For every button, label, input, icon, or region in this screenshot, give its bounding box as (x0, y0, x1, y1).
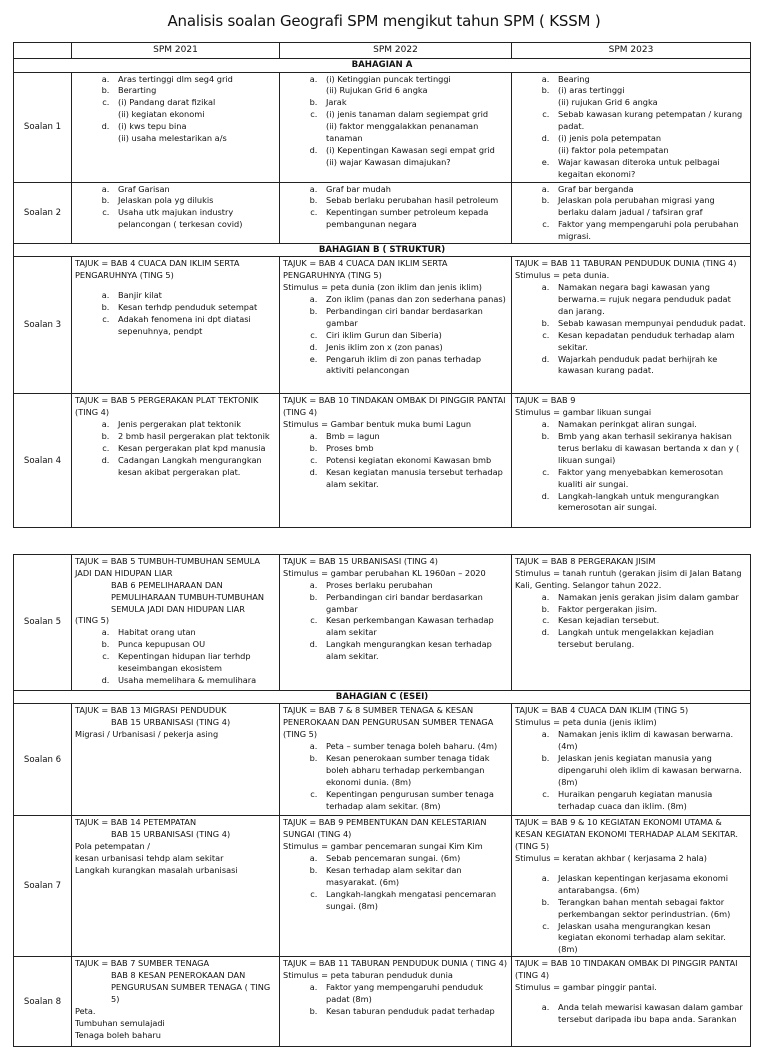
question-parts-list (283, 74, 508, 169)
table-row (14, 182, 751, 243)
list-item: a. Faktor yang mempengaruhi penduduk padat (8m) (320, 982, 508, 1006)
list-item: b. Punca kepupusan OU (112, 639, 276, 651)
list-item: a. Namakan jenis iklim di kawasan berwarna.(4m) (552, 729, 747, 753)
question-parts-list (283, 580, 508, 663)
list-item: c. Kepentingan sumber petroleum kepada pembangunan negara (320, 207, 508, 231)
cell-text-line: BAB 15 URBANISASI (TING 4) (111, 717, 231, 728)
question-parts-list (515, 873, 747, 956)
list-item: c. Sebab kawasan kurang petempatan / kurang padat. (552, 109, 747, 133)
cell-text-line: Stimulus = gambar likuan sungai (515, 407, 652, 418)
list-item: c. Kesan perkembangan Kawasan terhadap alam sekitar (320, 615, 508, 639)
list-item: b. Bmb yang akan terhasil sekiranya hakisan terus berlaku di kawasan bertanda x dan y ( likuan sungai) (552, 431, 747, 467)
list-item: b. Jelaskan jenis kegiatan manusia yang dipengaruhi oleh iklim di kawasan berwarna. (8m) (552, 753, 747, 789)
table-row (14, 704, 751, 816)
question-parts-list (75, 627, 276, 686)
row-label: Soalan 1 (14, 72, 72, 182)
list-item: b. 2 bmb hasil pergerakan plat tektonik (112, 431, 276, 443)
question-parts-list (75, 184, 276, 232)
cell-text-line: Tenaga boleh baharu (75, 1029, 161, 1040)
spacer (515, 994, 747, 1002)
list-item: a. Namakan perinkgat aliran sungai. (552, 419, 747, 431)
cell-spm-2022 (280, 555, 512, 691)
list-item: b. Perbandingan ciri bandar berdasarkan gambar (320, 592, 508, 616)
cell-spm-2021 (72, 957, 280, 1047)
list-item: c. Faktor yang mempengaruhi pola perubahan migrasi. (552, 219, 747, 243)
row-label: Soalan 8 (14, 957, 72, 1047)
list-item: a. Anda telah mewarisi kawasan dalam gambar tersebut daripada ibu bapa anda. Sarankan (552, 1002, 747, 1026)
cell-text-line: TAJUK = BAB 13 MIGRASI PENDUDUK (75, 705, 227, 716)
list-item: d. Kesan kegiatan manusia tersebut terhadap alam sekitar. (320, 467, 508, 491)
list-item: d. Langkah-langkah untuk mengurangkan kemerosotan air sungai. (552, 491, 747, 515)
question-parts-list (515, 419, 747, 514)
cell-text-line: Peta. (75, 1005, 96, 1016)
cell-text-line: Stimulus = gambar pinggir pantai. (515, 982, 657, 993)
cell-text-line: TAJUK = BAB 10 TINDAKAN OMBAK DI PINGGIR PANTAI (TING 4) (515, 958, 738, 981)
list-item: b. Kesan penerokaan sumber tenaga tidak boleh abharu terhadap perkembangan ekonomi dunia. (8m) (320, 753, 508, 789)
list-item: c. Usaha utk majukan industry pelancongan ( terkesan covid) (112, 207, 276, 231)
cell-text-line: Stimulus = tanah runtuh (gerakan jisim di Jalan Batang Kali, Genting. Selangor tahun 2022. (515, 567, 742, 590)
list-item: a. Bmb = lagun (320, 431, 508, 443)
cell-text-line: TAJUK = BAB 9 PEMBENTUKAN DAN KELESTARIAN SUNGAI (TING 4) (283, 817, 487, 840)
list-item: c. Ciri iklim Gurun dan Siberia) (320, 330, 508, 342)
spacer (515, 865, 747, 873)
list-item: c. (i) Pandang darat fizikal (ii) kegiatan ekonomi (112, 97, 276, 121)
cell-text-line: BAB 8 KESAN PENEROKAAN DAN PENGURUSAN SUMBER TENAGA ( TING 5) (111, 970, 271, 1004)
list-item: b. Proses bmb (320, 443, 508, 455)
cell-text-line: Stimulus = gambar pencemaran sungai Kim Kim (283, 841, 483, 852)
cell-text-line: Tumbuhan semulajadi (75, 1017, 165, 1028)
list-item: a. Zon iklim (panas dan zon sederhana panas) (320, 294, 508, 306)
list-item: a. Sebab pencemaran sungai. (6m) (320, 853, 508, 865)
cell-text-line: Stimulus = gambar perubahan KL 1960an – 2020 (283, 567, 486, 578)
list-item: a. Jelaskan kepentingan kerjasama ekonomi antarabangsa. (6m) (552, 873, 747, 897)
list-item: b. Kesan terhadap alam sekitar dan masyarakat. (6m) (320, 865, 508, 889)
section-b-heading: BAHAGIAN B ( STRUKTUR) (14, 243, 751, 256)
list-item: d. Wajarkah penduduk padat berhijrah ke kawasan kurang padat. (552, 354, 747, 378)
cell-spm-2023 (512, 394, 751, 528)
question-parts-list (515, 282, 747, 377)
list-item: d. (i) Kepentingan Kawasan segi empat grid (ii) wajar Kawasan dimajukan? (320, 145, 508, 169)
row-label: Soalan 2 (14, 182, 72, 243)
cell-text-line: Stimulus = peta taburan penduduk dunia (283, 970, 453, 981)
row-label: Soalan 4 (14, 394, 72, 528)
list-item: b. Kesan taburan penduduk padat terhadap (320, 1006, 508, 1018)
list-item: c. Kesan kejadian tersebut. (552, 615, 747, 627)
cell-spm-2022 (280, 394, 512, 528)
cell-text-line: kesan urbanisasi tehdp alam sekitar (75, 853, 224, 864)
list-item: a. Proses berlaku perubahan (320, 580, 508, 592)
cell-text-line: (TING 5) (75, 615, 110, 626)
list-item: a. Habitat orang utan (112, 627, 276, 639)
list-item: a. Peta – sumber tenaga boleh baharu. (4m) (320, 741, 508, 753)
list-item: a. Banjir kilat (112, 290, 276, 302)
header-blank-cell (14, 43, 72, 59)
page-title: Analisis soalan Geografi SPM mengikut tahun SPM ( KSSM ) (167, 12, 601, 30)
list-item: b. Faktor pergerakan jisim. (552, 604, 747, 616)
list-item: d. Jenis iklim zon x (zon panas) (320, 342, 508, 354)
spacer (75, 282, 276, 290)
cell-text-line: Stimulus = keratan akhbar ( kerjasama 2 hala) (515, 853, 707, 864)
list-item: a. (i) Ketinggian puncak tertinggi (ii) Rujukan Grid 6 angka (320, 74, 508, 98)
question-parts-list (283, 294, 508, 377)
list-item: c. Jelaskan usaha mengurangkan kesan kegiatan ekonomi terhadap alam sekitar. (8m) (552, 921, 747, 957)
list-item: a. Jenis pergerakan plat tektonik (112, 419, 276, 431)
cell-spm-2023 (512, 704, 751, 816)
table-row (14, 72, 751, 182)
list-item: c. (i) jenis tanaman dalam segiempat grid (ii) faktor menggalakkan penanaman tanaman (320, 109, 508, 145)
list-item: d. Langkah mengurangkan kesan terhadap alam sekitar. (320, 639, 508, 663)
cell-text-line: TAJUK = BAB 7 SUMBER TENAGA (75, 958, 210, 969)
list-item: c. Huraikan pengaruh kegiatan manusia terhadap cuaca dan iklim. (8m) (552, 789, 747, 813)
cell-spm-2022 (280, 257, 512, 394)
cell-spm-2021 (72, 394, 280, 528)
cell-text-line: TAJUK = BAB 5 TUMBUH-TUMBUHAN SEMULA JADI DAN HIDUPAN LIAR (75, 556, 261, 578)
cell-text-line: TAJUK = BAB 11 TABURAN PENDUDUK DUNIA (TING 4) (515, 258, 737, 269)
list-item: d. Usaha memelihara & memulihara (112, 675, 276, 687)
cell-spm-2021 (72, 257, 280, 394)
cell-spm-2023 (512, 816, 751, 957)
analysis-table-page-2 (13, 554, 751, 1047)
table-row (14, 257, 751, 394)
question-parts-list (515, 729, 747, 812)
cell-text-line: TAJUK = BAB 11 TABURAN PENDUDUK DUNIA ( TING 4) (283, 958, 508, 969)
list-item: d. (i) kws tepu bina (ii) usaha melestarikan a/s (112, 121, 276, 145)
cell-text-line: TAJUK = BAB 10 TINDAKAN OMBAK DI PINGGIR PANTAI (TING 4) (283, 395, 506, 418)
list-item: d. (i) jenis pola petempatan (ii) faktor pola petempatan (552, 133, 747, 157)
cell-spm-2022 (280, 182, 512, 243)
question-parts-list (75, 419, 276, 478)
cell-spm-2022 (280, 72, 512, 182)
question-parts-list (75, 74, 276, 145)
list-item: b. Berarting (112, 85, 276, 97)
cell-text-line: TAJUK = BAB 4 CUACA DAN IKLIM SERTA PENGARUHNYA (TING 5) (75, 258, 240, 281)
cell-text-line: TAJUK = BAB 5 PERGERAKAN PLAT TEKTONIK (TING 4) (75, 395, 259, 418)
question-parts-list (283, 741, 508, 812)
question-parts-list (515, 184, 747, 243)
list-item: a. Graf bar mudah (320, 184, 508, 196)
list-item: a. Graf Garisan (112, 184, 276, 196)
table-row (14, 555, 751, 691)
list-item: a. Bearing (552, 74, 747, 86)
list-item: b. Jelaskan pola yg dilukis (112, 195, 276, 207)
cell-spm-2023 (512, 957, 751, 1047)
list-item: b. Jarak (320, 97, 508, 109)
cell-text-line: Pola petempatan / (75, 841, 150, 852)
cell-text-line: TAJUK = BAB 9 (515, 395, 576, 406)
table-row (14, 394, 751, 528)
table-row (14, 816, 751, 957)
cell-text-line: Langkah kurangkan masalah urbanisasi (75, 865, 238, 876)
cell-spm-2022 (280, 816, 512, 957)
cell-spm-2023 (512, 555, 751, 691)
cell-text-line: TAJUK = BAB 8 PERGERAKAN JISIM (515, 556, 656, 566)
cell-text-line: TAJUK = BAB 4 CUACA DAN IKLIM (TING 5) (515, 705, 689, 716)
list-item: d. Langkah untuk mengelakkan kejadian tersebut berulang. (552, 627, 747, 651)
cell-text-line: BAB 15 URBANISASI (TING 4) (111, 829, 231, 840)
list-item: e. Pengaruh iklim di zon panas terhadap aktiviti pelancongan (320, 354, 508, 378)
list-item: c. Langkah-langkah mengatasi pencemaran sungai. (8m) (320, 889, 508, 913)
cell-spm-2022 (280, 957, 512, 1047)
cell-spm-2021 (72, 182, 280, 243)
question-parts-list (283, 184, 508, 232)
cell-spm-2021 (72, 816, 280, 957)
column-header-2023: SPM 2023 (512, 43, 751, 59)
list-item: b. Jelaskan pola perubahan migrasi yang berlaku dalam jadual / tafsiran graf (552, 195, 747, 219)
list-item: a. Graf bar berganda (552, 184, 747, 196)
row-label: Soalan 6 (14, 704, 72, 816)
row-label: Soalan 3 (14, 257, 72, 394)
cell-text-line: Stimulus = peta dunia (jenis iklim) (515, 717, 657, 728)
question-parts-list (283, 431, 508, 490)
list-item: a. Namakan negara bagi kawasan yang berwarna.= rujuk negara penduduk padat dan jarang. (552, 282, 747, 318)
question-parts-list (515, 1002, 747, 1026)
list-item: c. Potensi kegiatan ekonomi Kawasan bmb (320, 455, 508, 467)
cell-text-line: Stimulus = Gambar bentuk muka bumi Lagun (283, 419, 472, 430)
list-item: d. Cadangan Langkah mengurangkan kesan akibat pergerakan plat. (112, 455, 276, 479)
cell-text-line: TAJUK = BAB 7 & 8 SUMBER TENAGA & KESAN PENEROKAAN DAN PENGURUSAN SUMBER TENAGA (TING 5) (283, 705, 494, 740)
cell-spm-2023 (512, 182, 751, 243)
cell-spm-2023 (512, 72, 751, 182)
question-parts-list (515, 74, 747, 181)
cell-text-line: Stimulus = peta dunia. (515, 270, 610, 281)
list-item: a. Aras tertinggi dlm seg4 grid (112, 74, 276, 86)
cell-text-line: Stimulus = peta dunia (zon iklim dan jenis iklim) (283, 282, 482, 293)
cell-spm-2021 (72, 555, 280, 691)
list-item: b. Kesan terhdp penduduk setempat (112, 302, 276, 314)
list-item: c. Kesan pergerakan plat kpd manusia (112, 443, 276, 455)
table-row (14, 957, 751, 1047)
cell-text-line: TAJUK = BAB 14 PETEMPATAN (75, 817, 197, 828)
column-header-2021: SPM 2021 (72, 43, 280, 59)
list-item: b. Sebab kawasan mempunyai penduduk padat. (552, 318, 747, 330)
cell-text-line: Migrasi / Urbanisasi / pekerja asing (75, 729, 219, 740)
list-item: c. Kepentingan pengurusan sumber tenaga terhadap alam sekitar. (8m) (320, 789, 508, 813)
question-parts-list (515, 592, 747, 651)
list-item: c. Adakah fenomena ini dpt diatasi sepenuhnya, pendpt (112, 314, 276, 338)
list-item: c. Kesan kepadatan penduduk terhadap alam sekitar. (552, 330, 747, 354)
list-item: c. Faktor yang menyebabkan kemerosotan kualiti air sungai. (552, 467, 747, 491)
cell-text-line: TAJUK = BAB 9 & 10 KEGIATAN EKONOMI UTAMA & KESAN KEGIATAN EKONOMI TERHADAP ALAM SEKITAR. (TING 5) (515, 817, 739, 852)
analysis-table-page-1 (13, 42, 751, 528)
cell-text-line: BAB 6 PEMELIHARAAN DAN PEMULIHARAAN TUMBUH-TUMBUHAN SEMULA JADI DAN HIDUPAN LIAR (111, 579, 264, 614)
cell-text-line: TAJUK = BAB 15 URBANISASI (TING 4) (283, 556, 438, 566)
question-parts-list (75, 290, 276, 338)
table-header-row (14, 43, 751, 59)
cell-spm-2022 (280, 704, 512, 816)
cell-spm-2021 (72, 72, 280, 182)
question-parts-list (283, 853, 508, 912)
cell-text-line: TAJUK = BAB 4 CUACA DAN IKLIM SERTA PENGARUHNYA (TING 5) (283, 258, 448, 281)
cell-spm-2023 (512, 257, 751, 394)
list-item: b. Perbandingan ciri bandar berdasarkan gambar (320, 306, 508, 330)
question-parts-list (283, 982, 508, 1018)
list-item: c. Kepentingan hidupan liar terhdp keseimbangan ekosistem (112, 651, 276, 675)
list-item: b. Terangkan bahan mentah sebagai faktor perkembangan sektor perindustrian. (6m) (552, 897, 747, 921)
list-item: b. (i) aras tertinggi (ii) rujukan Grid 6 angka (552, 85, 747, 109)
list-item: a. Namakan jenis gerakan jisim dalam gambar (552, 592, 747, 604)
list-item: e. Wajar kawasan diteroka untuk pelbagai kegaitan ekonomi? (552, 157, 747, 181)
row-label: Soalan 7 (14, 816, 72, 957)
row-label: Soalan 5 (14, 555, 72, 691)
column-header-2022: SPM 2022 (280, 43, 512, 59)
section-c-heading: BAHAGIAN C (ESEI) (14, 691, 751, 704)
cell-spm-2021 (72, 704, 280, 816)
section-a-heading: BAHAGIAN A (14, 59, 751, 72)
list-item: b. Sebab berlaku perubahan hasil petroleum (320, 195, 508, 207)
